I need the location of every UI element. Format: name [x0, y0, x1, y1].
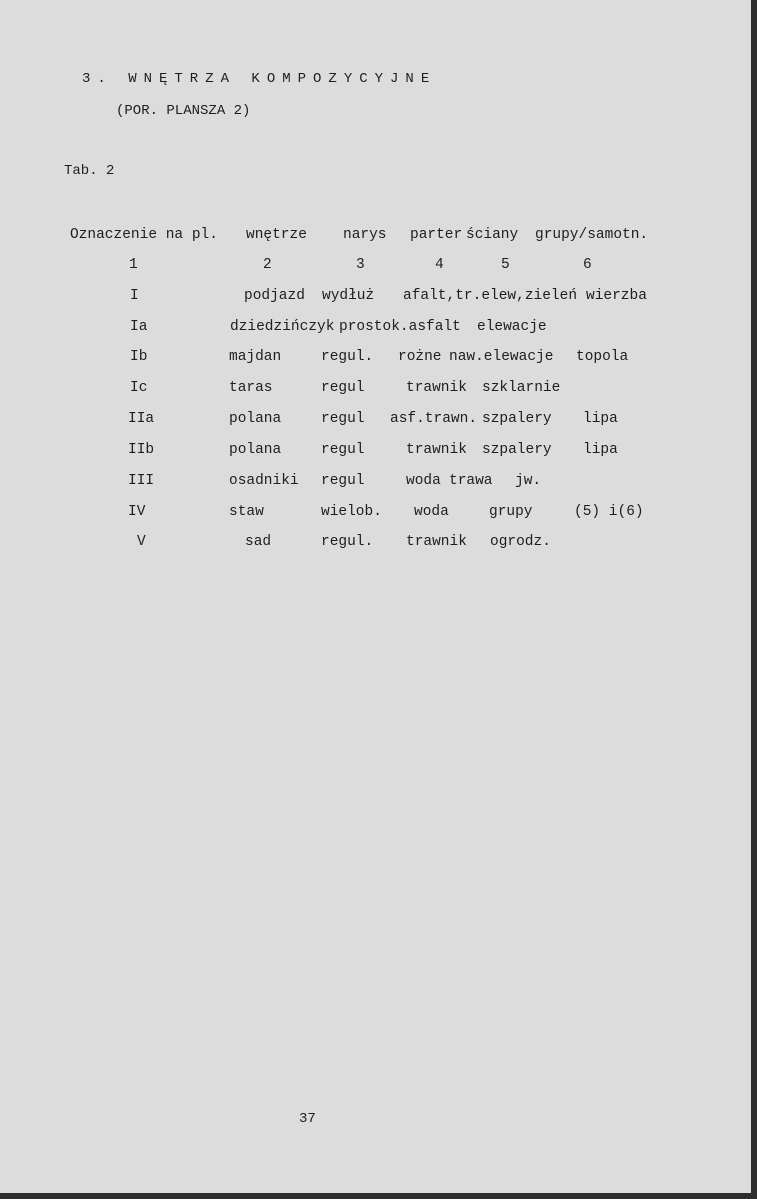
row-cell: wydłuż [322, 288, 375, 304]
row-code: Ib [130, 349, 148, 365]
row-cell: regul [321, 411, 365, 427]
row-cell: rożne [398, 349, 442, 365]
row-cell: woda [414, 504, 449, 520]
row-cell: regul [321, 442, 365, 458]
header-wnetrze: wnętrze [246, 227, 307, 243]
row-cell: taras [229, 380, 273, 396]
row-cell: wielob. [321, 504, 382, 520]
row-cell: woda [406, 473, 441, 489]
number-cell: 1 [129, 257, 138, 273]
row-cell: trawnik [406, 534, 467, 550]
number-cell: 6 [583, 257, 592, 273]
row-cell: trawa [449, 473, 493, 489]
row-cell: staw [229, 504, 264, 520]
row-cell: osadniki [229, 473, 299, 489]
scan-edge-right [751, 0, 757, 1199]
header-oznaczenie: Oznaczenie na pl. [70, 227, 218, 243]
row-cell: regul. [321, 349, 374, 365]
row-cell: naw.elewacje [449, 349, 554, 365]
row-code: IIa [128, 411, 155, 427]
row-cell: szklarnie [482, 380, 561, 396]
row-cell: ogrodz. [490, 534, 551, 550]
number-cell: 2 [263, 257, 272, 273]
number-cell: 5 [501, 257, 510, 273]
row-code: I [130, 288, 139, 304]
row-cell: topola [576, 349, 629, 365]
row-code: III [128, 473, 155, 489]
row-cell: dziedzińczyk [230, 319, 335, 335]
row-cell: szpalery [482, 411, 552, 427]
row-cell: regul [321, 380, 365, 396]
row-code: IV [128, 504, 146, 520]
number-cell: 3 [356, 257, 365, 273]
row-cell: jw. [515, 473, 542, 489]
row-cell: asf.trawn. [390, 411, 478, 427]
row-code: IIb [128, 442, 155, 458]
row-cell: elewacje [477, 319, 547, 335]
row-cell: szpalery [482, 442, 552, 458]
row-cell: sad [245, 534, 272, 550]
section-subheading: (POR. PLANSZA 2) [116, 103, 251, 119]
header-parter: parter [410, 227, 463, 243]
row-code: V [137, 534, 146, 550]
row-cell: majdan [229, 349, 282, 365]
row-cell: (5) i(6) [574, 504, 644, 520]
number-cell: 4 [435, 257, 444, 273]
row-cell: wierzba [586, 288, 647, 304]
row-cell: lipa [583, 442, 618, 458]
header-sciany: ściany [466, 227, 519, 243]
scan-edge-bottom [0, 1193, 757, 1199]
row-cell: prostok.asfalt [339, 319, 461, 335]
row-cell: trawnik [406, 442, 467, 458]
row-cell: lipa [583, 411, 618, 427]
section-heading: 3. WNĘTRZA KOMPOZYCYJNE [82, 71, 437, 87]
row-code: Ic [130, 380, 148, 396]
row-cell: afalt,tr.elew,zieleń [403, 288, 578, 304]
row-cell: regul [321, 473, 365, 489]
table-label: Tab. 2 [64, 163, 115, 179]
row-cell: grupy [489, 504, 533, 520]
row-code: Ia [130, 319, 148, 335]
row-cell: regul. [321, 534, 374, 550]
row-cell: podjazd [244, 288, 305, 304]
header-narys: narys [343, 227, 387, 243]
row-cell: trawnik [406, 380, 467, 396]
row-cell: polana [229, 442, 282, 458]
row-cell: polana [229, 411, 282, 427]
header-grupy: grupy/samotn. [535, 227, 649, 243]
page-number: 37 [299, 1111, 316, 1127]
